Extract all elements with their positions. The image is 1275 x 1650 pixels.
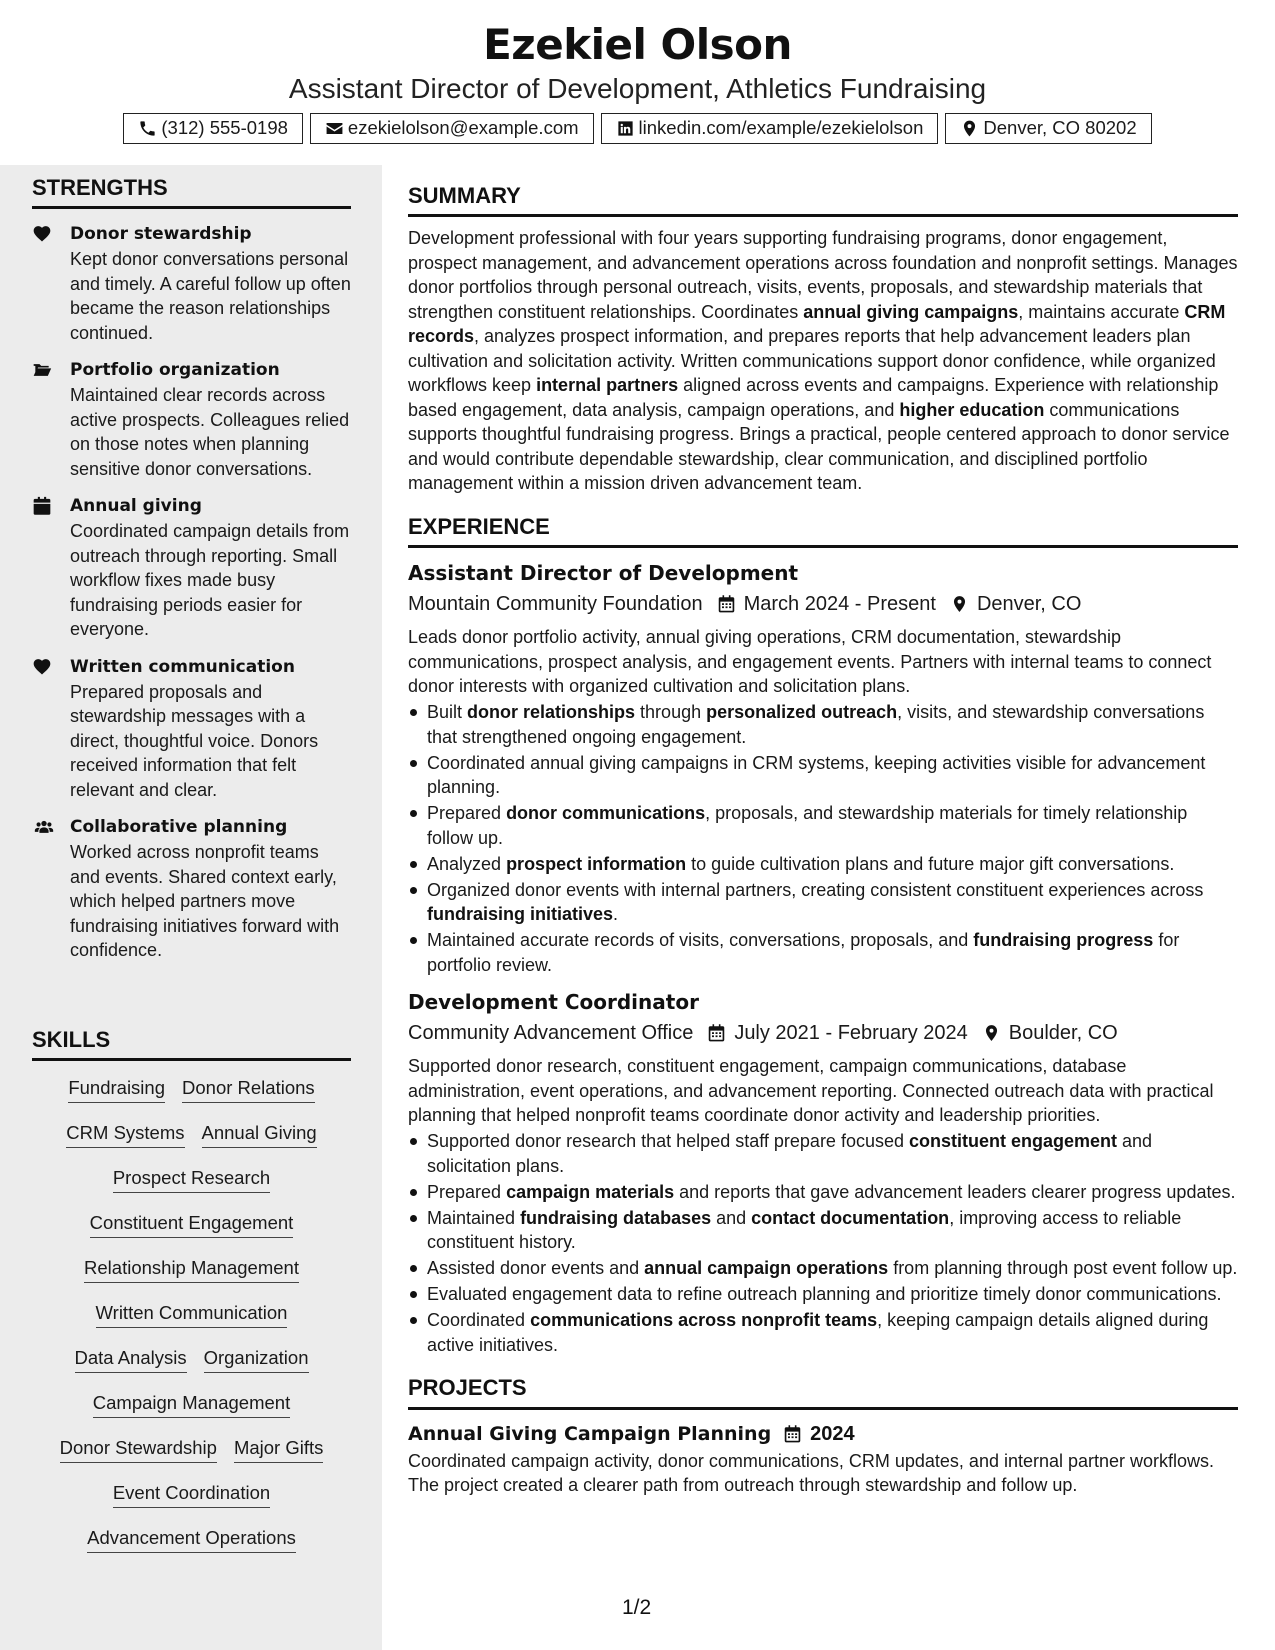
project-year: 2024 — [810, 1422, 855, 1445]
projects-heading: PROJECTS — [408, 1375, 1238, 1409]
bold-phrase: contact documentation — [751, 1207, 950, 1228]
skill-row — [113, 1161, 270, 1206]
text-run: , visits, and stewardship conversations that strengthened ongoing engagement. — [427, 702, 1205, 747]
candidate-title: Assistant Director of Development, Athletics Fundraising — [288, 73, 987, 104]
summary-heading: SUMMARY — [408, 183, 1238, 217]
skill-row — [90, 1206, 294, 1251]
job-meta — [408, 1019, 1238, 1047]
strength-desc: Kept donor conversations personal and timely. A careful follow up often became the reason relationships continued. — [70, 249, 351, 343]
list-item — [408, 852, 1238, 877]
skill-tag: Annual Giving — [202, 1122, 317, 1147]
text-run: Prepared — [427, 803, 507, 824]
job-bullets — [408, 700, 1238, 977]
list-item — [408, 700, 1238, 749]
text-run: to guide cultivation plans and future major gift conversations. — [686, 853, 1175, 874]
skill-row — [84, 1251, 299, 1296]
list-item — [408, 1206, 1238, 1255]
bold-phrase: donor relationships — [467, 702, 636, 723]
contact-phone-text: (312) 555-0198 — [161, 117, 288, 139]
strength-desc: Worked across nonprofit teams and events. Shared context early, which helped partners move fundraising initiatives forward with confidence. — [70, 842, 340, 961]
skill-tag: Organization — [204, 1347, 309, 1372]
bold-phrase: CRM records — [408, 301, 1226, 347]
experience-section — [408, 514, 1238, 1357]
job-title: Assistant Director of Development — [408, 561, 799, 586]
job-location: Boulder, CO — [1008, 1022, 1118, 1045]
text-run: and reports that gave advancement leaders clearer progress updates. — [674, 1181, 1236, 1202]
text-run: aligned across events and campaigns. Experience with relationship based engagement, data analysis, campaign operations, and — [408, 375, 1219, 420]
candidate-name: Ezekiel Olson — [483, 20, 792, 69]
list-item — [408, 801, 1238, 850]
list-item — [408, 878, 1238, 927]
job-list — [408, 559, 1238, 1357]
skill-tag: Relationship Management — [84, 1257, 299, 1282]
folder-open-icon — [32, 360, 52, 380]
bold-phrase: fundraising databases — [520, 1207, 712, 1228]
text-run: , proposals, and stewardship materials for timely relationship follow up. — [427, 803, 1188, 848]
main-content — [408, 165, 1238, 1498]
job-org: Community Advancement Office — [408, 1022, 694, 1045]
strength-desc: Maintained clear records across active prospects. Colleagues relied on those notes when planning sensitive donor conversations. — [70, 385, 350, 479]
bold-phrase: annual giving campaigns — [803, 301, 1019, 322]
project-title-row — [408, 1420, 1238, 1448]
text-run: Maintained — [427, 1207, 521, 1228]
calendar-icon — [32, 496, 52, 516]
skill-tag: Donor Relations — [182, 1077, 315, 1102]
bold-phrase: communications across nonprofit teams — [530, 1310, 878, 1331]
envelope-icon — [325, 119, 344, 138]
contact-linkedin[interactable] — [601, 113, 939, 144]
job-location: Denver, CO — [976, 593, 1082, 616]
job-title: Development Coordinator — [408, 990, 699, 1015]
skill-tag: Written Communication — [96, 1302, 288, 1327]
skill-row — [75, 1341, 309, 1386]
text-run: from planning through post event follow up. — [888, 1258, 1238, 1279]
page-number: 1/2 — [622, 1596, 652, 1619]
skill-tag: Campaign Management — [93, 1392, 290, 1417]
skill-row — [87, 1521, 296, 1566]
strength-item — [32, 358, 351, 481]
strength-title: Collaborative planning — [70, 817, 288, 838]
text-run: through — [635, 702, 707, 723]
bold-phrase: fundraising progress — [973, 930, 1154, 951]
list-item — [408, 1256, 1238, 1281]
contact-email[interactable] — [310, 113, 594, 144]
contact-location — [945, 113, 1151, 144]
text-run: and solicitation plans. — [427, 1131, 1153, 1176]
strength-item — [32, 222, 351, 345]
contact-phone[interactable] — [123, 113, 303, 144]
skill-tag: Constituent Engagement — [90, 1212, 294, 1237]
strengths-section — [32, 175, 351, 963]
text-run: Built — [427, 702, 468, 723]
skill-tag: Event Coordination — [113, 1482, 270, 1507]
contact-location-text: Denver, CO 80202 — [983, 117, 1137, 139]
skills-list — [32, 1071, 351, 1566]
contact-bar — [0, 113, 1275, 144]
job-bullets — [408, 1129, 1238, 1357]
linkedin-icon — [616, 119, 635, 138]
text-run: communications supports thoughtful fundraising progress. Brings a practical, people centered approach to donor service and would contribute dependable stewardship, clear communication, and disciplined portfolio management within a mission driven advancement team. — [408, 399, 1230, 494]
contact-email-text: ezekielolson@example.com — [347, 117, 579, 139]
text-run: for portfolio review. — [427, 930, 1180, 975]
job-org: Mountain Community Foundation — [408, 593, 703, 616]
skill-tag: Prospect Research — [113, 1167, 270, 1192]
skills-heading: SKILLS — [32, 1027, 351, 1061]
strength-title: Donor stewardship — [70, 224, 252, 245]
text-run: , maintains accurate — [1018, 301, 1185, 322]
map-pin-icon — [960, 119, 979, 138]
list-item — [408, 1282, 1238, 1307]
bold-phrase: internal partners — [536, 375, 679, 396]
text-run: Supported donor research that helped staff prepare focused — [427, 1131, 909, 1152]
users-icon — [32, 817, 56, 837]
contact-linkedin-text: linkedin.com/example/ezekielolson — [638, 117, 924, 139]
job-meta — [408, 590, 1238, 618]
strength-desc: Prepared proposals and stewardship messages with a direct, thoughtful voice. Donors received information that felt relevant and clear. — [70, 681, 319, 800]
skill-row — [66, 1116, 316, 1161]
skill-tag: Donor Stewardship — [60, 1437, 217, 1462]
skill-tag: Data Analysis — [75, 1347, 187, 1372]
bold-phrase: higher education — [899, 399, 1045, 420]
job-dates: July 2021 - February 2024 — [734, 1022, 968, 1045]
strengths-heading: STRENGTHS — [32, 175, 351, 209]
skill-row — [96, 1296, 288, 1341]
summary-text — [408, 226, 1238, 496]
skill-row — [113, 1476, 270, 1521]
strength-title: Portfolio organization — [70, 360, 280, 381]
resume-header — [0, 0, 1275, 165]
bold-phrase: fundraising initiatives — [427, 904, 614, 925]
job-desc: Supported donor research, constituent engagement, campaign communications, database administration, event operations, and advancement reporting. Connected outreach data with practical planning that helped nonprofit teams coordinate donor activity and leadership priorities. — [408, 1056, 1214, 1126]
projects-section — [408, 1375, 1238, 1497]
job-entry — [408, 559, 1238, 977]
text-run: and — [711, 1207, 752, 1228]
summary-section — [408, 183, 1238, 496]
strength-desc: Coordinated campaign details from outreach through reporting. Small workflow fixes made busy fundraising periods easier for everyone. — [70, 521, 350, 640]
strength-title: Annual giving — [70, 496, 202, 517]
job-desc: Leads donor portfolio activity, annual giving operations, CRM documentation, stewardship communications, prospect analysis, and engagement events. Partners with internal teams to connect donor interests with organized cultivation and solicitation plans. — [408, 627, 1212, 697]
text-run: . — [613, 904, 619, 925]
bold-phrase: campaign materials — [506, 1181, 675, 1202]
bold-phrase: prospect information — [506, 853, 687, 874]
bold-phrase: donor communications — [506, 803, 706, 824]
project-title: Annual Giving Campaign Planning — [408, 1422, 772, 1445]
strength-item — [32, 815, 351, 963]
list-item — [408, 928, 1238, 977]
job-dates: March 2024 - Present — [743, 593, 936, 616]
list-item — [408, 1308, 1238, 1357]
map-pin-icon — [982, 1023, 1001, 1043]
text-run: Coordinated annual giving campaigns in CRM systems, keeping activities visible for advancement planning. — [427, 752, 1206, 798]
calendar-icon — [707, 1023, 726, 1043]
list-item — [408, 1180, 1238, 1205]
text-run: Coordinated — [427, 1310, 531, 1331]
text-run: Organized donor events with internal partners, creating consistent constituent experiences across — [427, 879, 1204, 900]
skill-tag: CRM Systems — [66, 1122, 184, 1147]
skills-section — [32, 1027, 351, 1566]
list-item — [408, 1129, 1238, 1178]
text-run: , analyzes prospect information, and prepares reports that help advancement leaders plan cultivation and solicitation activity. Written communications support donor confidence, while organized workflows keep — [408, 326, 1216, 396]
text-run: Analyzed — [427, 853, 507, 874]
map-pin-icon — [950, 594, 969, 614]
strength-item — [32, 655, 351, 803]
sidebar — [0, 165, 382, 1650]
text-run: , keeping campaign details aligned during active initiatives. — [427, 1310, 1209, 1355]
calendar-icon — [783, 1424, 802, 1444]
text-run: Prepared — [427, 1181, 507, 1202]
strength-item — [32, 494, 351, 642]
skill-row — [68, 1071, 314, 1116]
bold-phrase: personalized outreach — [706, 702, 898, 723]
strength-title: Written communication — [70, 656, 295, 677]
text-run: , improving access to reliable constituent history. — [427, 1207, 1182, 1253]
text-run: Development professional with four years supporting fundraising programs, donor engagement, prospect management, and advancement operations across foundation and nonprofit settings. Manages donor portfolios through personal outreach, visits, events, proposals, and stewardship materials that strengthen constituent relationships. Coordinates — [408, 228, 1238, 322]
calendar-icon — [717, 594, 736, 614]
list-item — [408, 751, 1238, 800]
skill-row — [60, 1431, 324, 1476]
text-run: Evaluated engagement data to refine outreach planning and prioritize timely donor communications. — [427, 1284, 1222, 1305]
skill-tag: Major Gifts — [234, 1437, 323, 1462]
text-run: Assisted donor events and — [427, 1258, 645, 1279]
heart-icon — [32, 224, 52, 244]
experience-heading: EXPERIENCE — [408, 514, 1238, 548]
job-entry — [408, 988, 1238, 1357]
heart-icon — [32, 657, 52, 677]
project-desc: Coordinated campaign activity, donor communications, CRM updates, and internal partner workflows. The project created a clearer path from outreach through stewardship and follow up. — [408, 1450, 1215, 1496]
phone-icon — [138, 119, 157, 138]
skill-row — [93, 1386, 290, 1431]
skill-tag: Fundraising — [68, 1077, 165, 1102]
bold-phrase: constituent engagement — [909, 1131, 1118, 1152]
skill-tag: Advancement Operations — [87, 1527, 296, 1552]
text-run: Maintained accurate records of visits, conversations, proposals, and — [427, 930, 974, 951]
bold-phrase: annual campaign operations — [644, 1258, 889, 1279]
